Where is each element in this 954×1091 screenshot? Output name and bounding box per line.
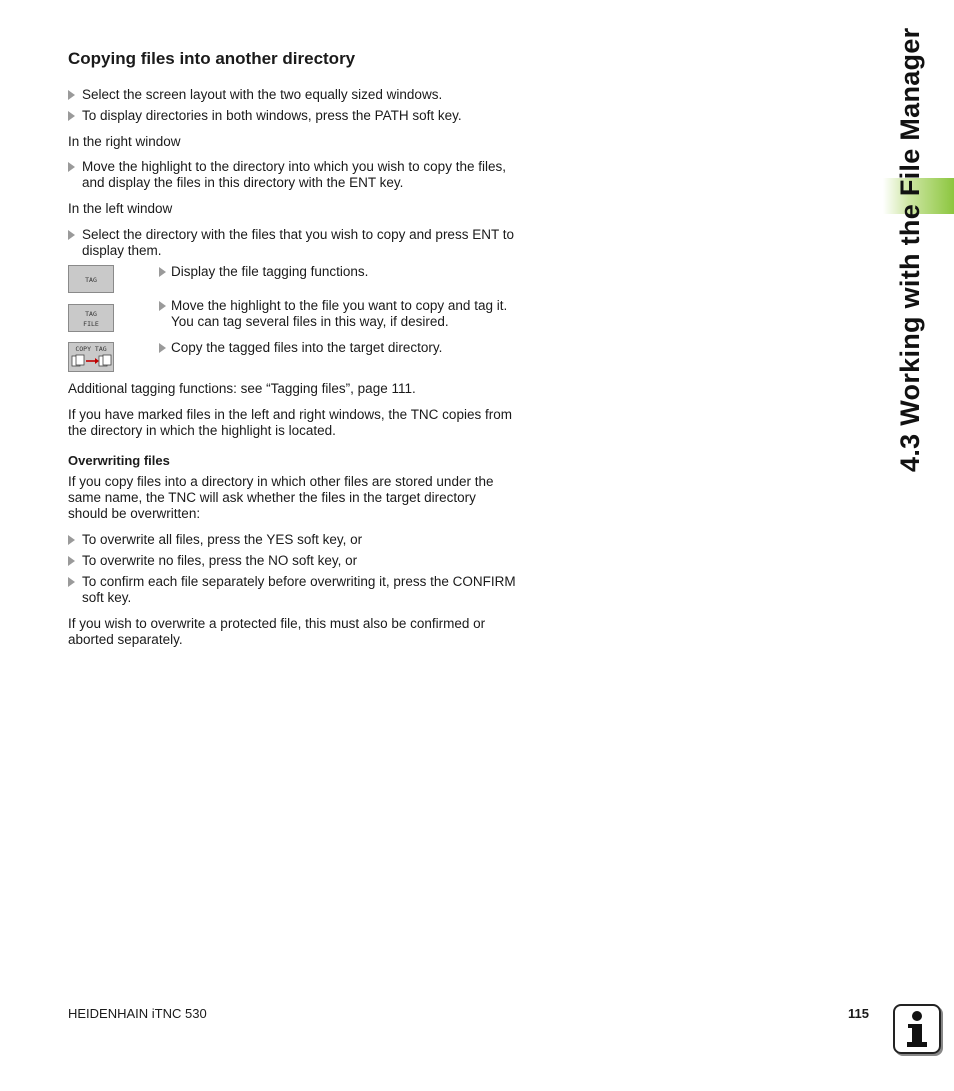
left-window-label: In the left window [68, 201, 173, 216]
softkey-description: Copy the tagged files into the target directory. [159, 340, 519, 356]
info-icon [893, 1004, 941, 1054]
bullet-arrow-icon [68, 111, 75, 121]
bullet-arrow-icon [68, 90, 75, 100]
info-glyph-icon [895, 1006, 939, 1052]
tag-file-softkey-icon: TAG FILE [68, 304, 114, 332]
bullet-arrow-icon [68, 535, 75, 545]
protected-file-text: If you wish to overwrite a protected file, this must also be confirmed or aborted separately. [68, 616, 486, 647]
additional-functions-text: Additional tagging functions: see “Tagging files”, page 111. [68, 381, 416, 396]
list-item: Select the screen layout with the two equally sized windows. [68, 87, 518, 103]
list-item: To display directories in both windows, press the PATH soft key. [68, 108, 518, 124]
bullet-arrow-icon [68, 556, 75, 566]
list-item: To overwrite all files, press the YES soft key, or [68, 532, 518, 548]
bullet-arrow-icon [159, 343, 166, 353]
overwriting-intro: If you copy files into a directory in which other files are stored under the same name, the TNC will ask whether the files in the target directory should be overwritten: [68, 474, 494, 521]
copy-files-icon [70, 354, 112, 368]
softkey-description: Display the file tagging functions. [159, 264, 519, 280]
list-item: Move the highlight to the directory into which you wish to copy the files, and display the files in this directory with the ENT key. [68, 159, 518, 191]
chapter-title-vertical: 4.3 Working with the File Manager [895, 27, 925, 472]
right-window-label: In the right window [68, 134, 181, 149]
softkey-description: Move the highlight to the file you want to copy and tag it. You can tag several files in this way, if desired. [159, 298, 519, 330]
overwriting-heading: Overwriting files [68, 453, 170, 468]
bullet-arrow-icon [68, 230, 75, 240]
marked-files-text: If you have marked files in the left and right windows, the TNC copies from the directory in which the highlight is located. [68, 407, 512, 438]
bullet-arrow-icon [159, 301, 166, 311]
list-item: Select the directory with the files that you wish to copy and press ENT to display them. [68, 227, 518, 259]
copy-tag-softkey-icon: COPY TAG [68, 342, 114, 372]
list-item: To confirm each file separately before overwriting it, press the CONFIRM soft key. [68, 574, 518, 606]
tag-softkey-icon: TAG [68, 265, 114, 293]
bullet-arrow-icon [68, 577, 75, 587]
section-title: Copying files into another directory [68, 49, 356, 68]
bullet-arrow-icon [68, 162, 75, 172]
footer-product: HEIDENHAIN iTNC 530 [68, 1006, 207, 1021]
page-number: 115 [848, 1006, 869, 1021]
bullet-arrow-icon [159, 267, 166, 277]
list-item: To overwrite no files, press the NO soft key, or [68, 553, 518, 569]
